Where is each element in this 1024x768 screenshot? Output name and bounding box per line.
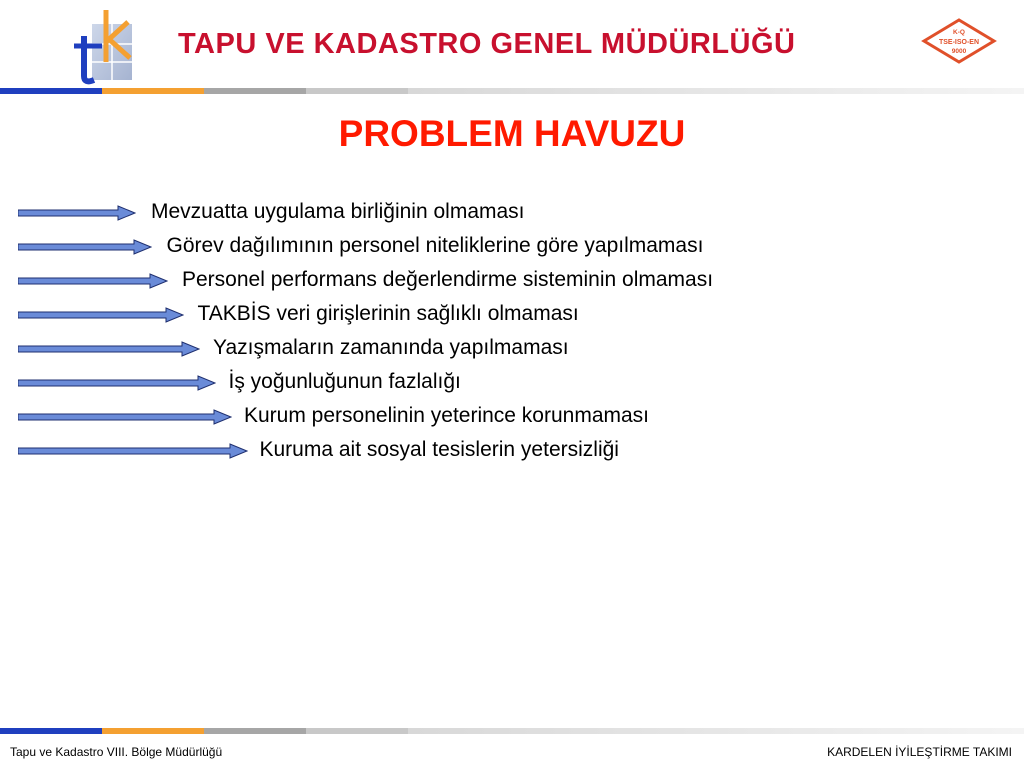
arrow-icon (18, 341, 200, 357)
header-stripe (0, 88, 1024, 94)
tk-logo-icon (70, 6, 142, 86)
badge-line-1: K-Q (953, 29, 965, 36)
problem-item: Kuruma ait sosyal tesislerin yetersizliği (259, 438, 619, 461)
tse-iso-badge-icon (920, 18, 998, 64)
problem-item: İş yoğunluğunun fazlalığı (228, 370, 461, 393)
arrow-icon (18, 307, 184, 323)
footer-stripe (0, 728, 1024, 734)
problem-item: Yazışmaların zamanında yapılmaması (213, 336, 569, 359)
problem-item: Kurum personelinin yeterince korunmaması (244, 404, 650, 427)
arrow-icon (18, 375, 216, 391)
problem-item: Mevzuatta uygulama birliğinin olmaması (151, 200, 525, 223)
badge-line-3: 9000 (951, 48, 967, 55)
arrow-icon (18, 239, 152, 255)
problem-item: Personel performans değerlendirme sisteminin olmaması (182, 268, 714, 291)
arrow-icon (18, 409, 232, 425)
footer-right: KARDELEN İYİLEŞTİRME TAKIMI (827, 745, 1012, 759)
page-title: PROBLEM HAVUZU (338, 113, 686, 154)
arrow-icon (18, 273, 168, 289)
badge-line-2: TSE-ISO-EN (938, 39, 980, 46)
header-title: TAPU VE KADASTRO GENEL MÜDÜRLÜĞÜ (178, 28, 796, 60)
arrow-icon (18, 443, 248, 459)
problem-item: Görev dağılımının personel niteliklerine göre yapılmaması (166, 234, 704, 257)
footer-left: Tapu ve Kadastro VIII. Bölge Müdürlüğü (10, 745, 223, 759)
problem-item: TAKBİS veri girişlerinin sağlıklı olmaması (197, 302, 579, 325)
arrow-icon (18, 205, 136, 221)
